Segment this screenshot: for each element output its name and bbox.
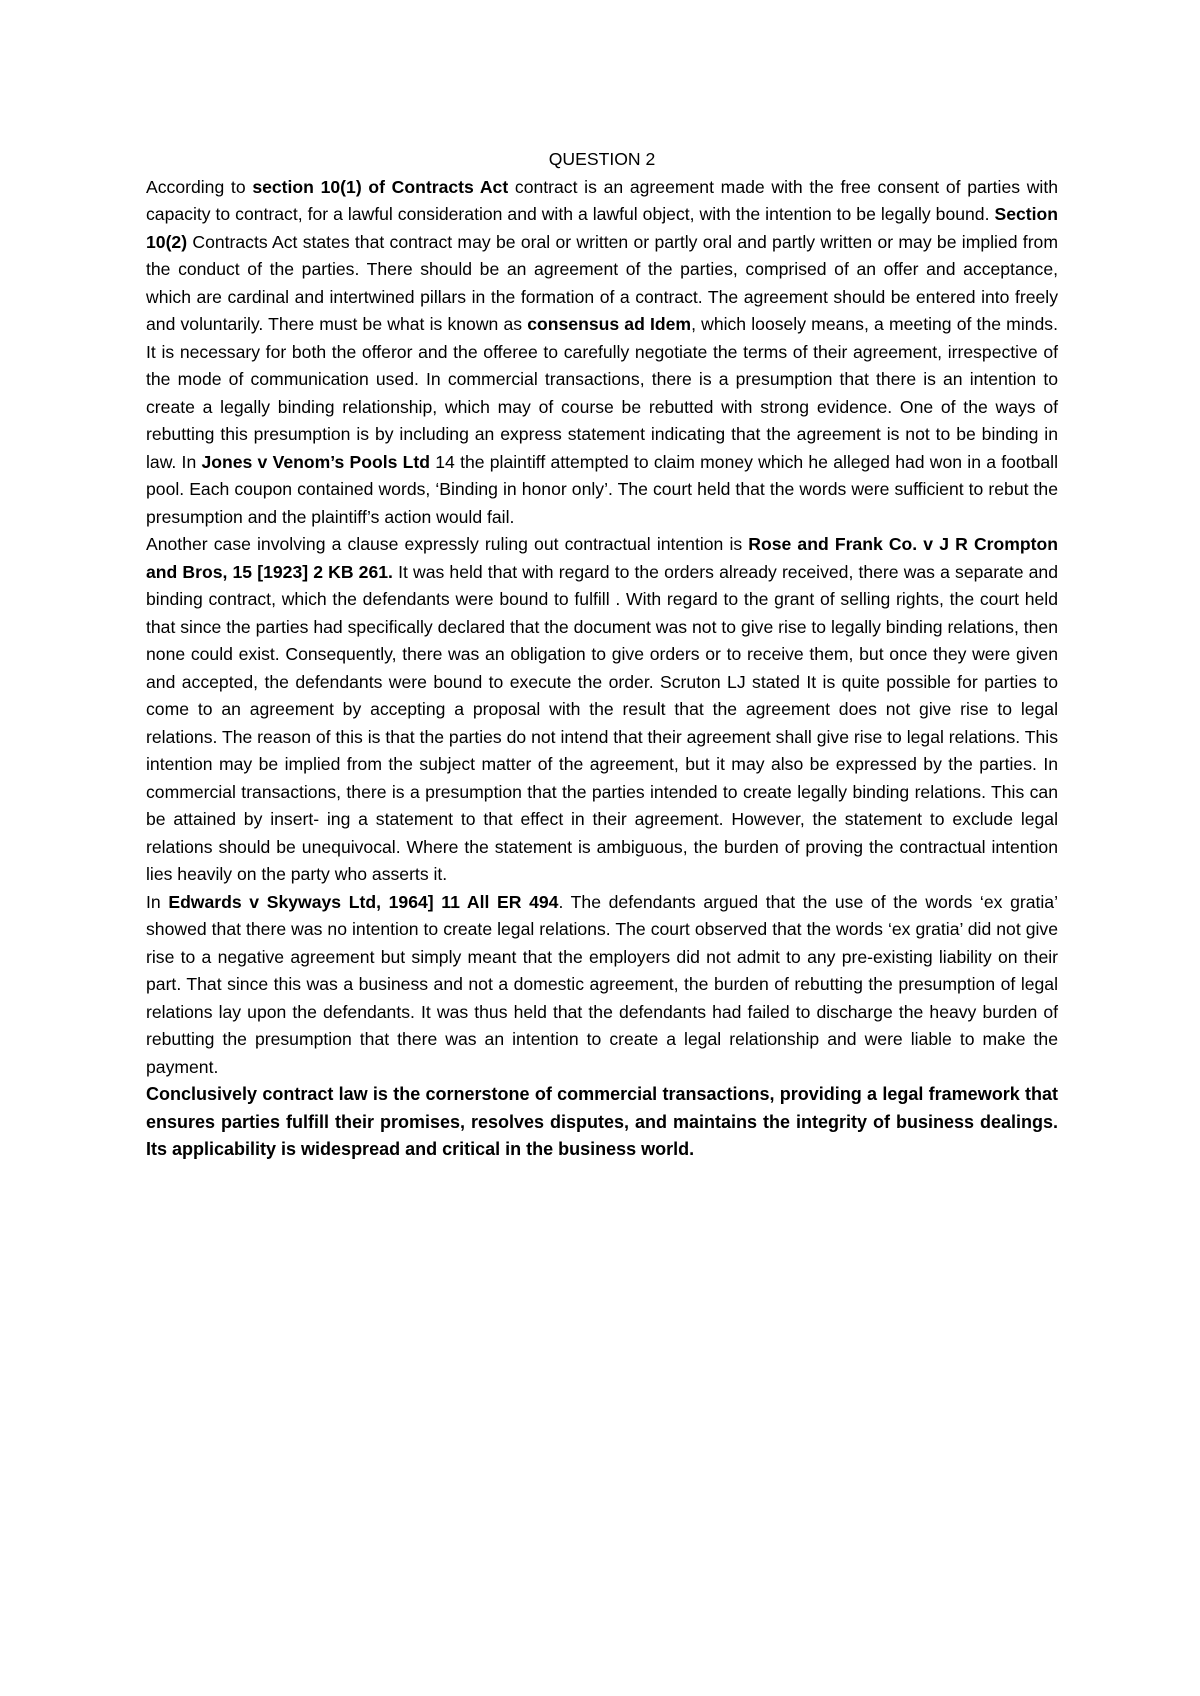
paragraph-rose-and-frank bbox=[146, 531, 1058, 889]
document-page bbox=[146, 146, 1058, 1164]
text-run: contract is an agreement made with the free consent of parties with capacity to contract, for a lawful consideration and with a lawful object, with the intention to be legally bound. bbox=[146, 176, 1059, 224]
bold-case-name: Rose and Frank Co. v J R Crompton and Bros, 15 [1923] 2 KB 261. bbox=[146, 534, 1058, 582]
text-run: . The defendants argued that the use of the words ‘ex gratia’ showed that there was no intention to create legal relations. The court observed that the words ‘ex gratia’ did not give rise to a negative agreement but simply meant that the employers did not admit to any pre-existing liability on their part. That since this was a business and not a domestic agreement, the burden of rebutting the presumption of legal relations lay upon the defendants. It was thus held that the defendants had failed to discharge the heavy burden of rebutting the presumption that there was an intention to create a legal relationship and were liable to make the payment. bbox=[146, 891, 1058, 1077]
bold-case-name: Edwards v Skyways Ltd, 1964] 11 All ER 494 bbox=[168, 891, 559, 912]
text-run: It was held that with regard to the orders already received, there was a separate and binding contract, which the defendants were bound to fulfill . With regard to the grant of selling rights, the court held that since the parties had specifically declared that the document was not to give rise to legally binding relations, then none could exist. Consequently, there was an obligation to give orders or to receive them, but once they were given and accepted, the defendants were bound to execute the order. Scruton LJ stated It is quite possible for parties to come to an agreement by accepting a proposal with the result that the agreement does not give rise to legal relations. The reason of this is that the parties do not intend that their agreement shall give rise to legal relations. This intention may be implied from the subject matter of the agreement, but it may also be expressed by the parties. In commercial transactions, there is a presumption that the parties intended to create legally binding relations. This can be attained by insert- ing a statement to that effect in their agreement. However, the statement to exclude legal relations should be unequivocal. Where the statement is ambiguous, the burden of proving the contractual intention lies heavily on the party who asserts it. bbox=[146, 561, 1058, 884]
paragraph-conclusion: Conclusively contract law is the cornerstone of commercial transactions, providing a legal framework that ensures parties fulfill their promises, resolves disputes, and maintains the integrity of business dealings. Its applicability is widespread and critical in the business world. bbox=[146, 1084, 1058, 1159]
bold-term: consensus ad Idem bbox=[527, 314, 692, 334]
text-run: Another case involving a clause expressly ruling out contractual intention is bbox=[146, 534, 749, 554]
paragraph-contract-definition bbox=[146, 174, 1058, 532]
text-run: In bbox=[146, 891, 169, 912]
bold-reference: Section 10(2) bbox=[146, 204, 1058, 252]
bold-reference: section 10(1) of Contracts Act bbox=[252, 176, 509, 197]
paragraph-edwards-v-skyways bbox=[146, 889, 1058, 1082]
text-run: , which loosely means, a meeting of the minds. It is necessary for both the offeror and the offeree to carefully negotiate the terms of their agreement, irrespective of the mode of communication used. In commercial transactions, there is a presumption that there is an intention to create a legally binding relationship, which may of course be rebutted with strong evidence. One of the ways of rebutting this presumption is by including an express statement indicating that the agreement is not to be binding in law. In bbox=[146, 314, 1058, 472]
document-title: QUESTION 2 bbox=[548, 149, 656, 169]
text-run: 14 the plaintiff attempted to claim money which he alleged had won in a football pool. Each coupon contained words, ‘Binding in honor only’. The court held that the words were sufficient to rebut the presumption and the plaintiff’s action would fail. bbox=[146, 451, 1058, 527]
bold-case-name: Jones v Venom’s Pools Ltd bbox=[201, 451, 431, 472]
text-run: According to bbox=[146, 176, 253, 197]
text-run: Contracts Act states that contract may be oral or written or partly oral and partly written or may be implied from the conduct of the parties. There should be an agreement of the parties, comprised of an offer and acceptance, which are cardinal and intertwined pillars in the formation of a contract. The agreement should be entered into freely and voluntarily. There must be what is known as bbox=[146, 231, 1058, 334]
